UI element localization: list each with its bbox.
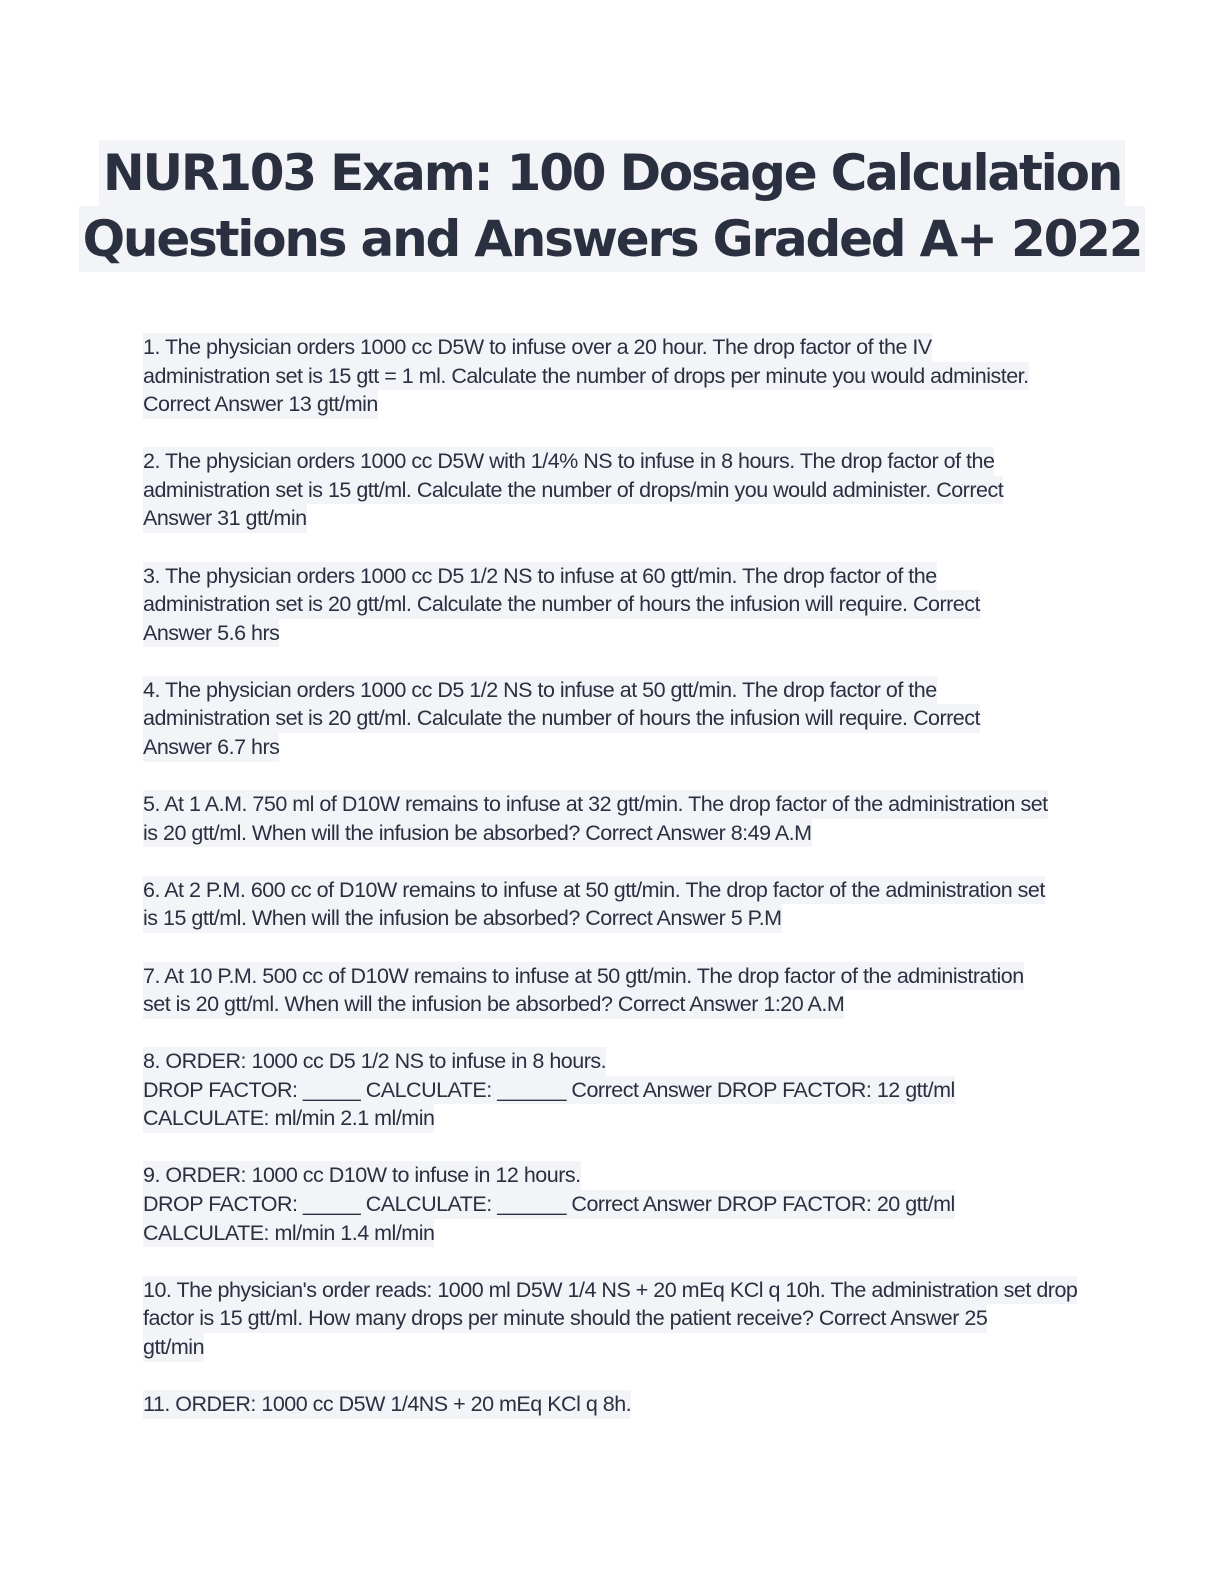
question-item [143, 1276, 1083, 1362]
question-text-line: 8. ORDER: 1000 cc D5 1/2 NS to infuse in 8 hours. [143, 1047, 606, 1076]
question-text-line: administration set is 15 gtt/ml. Calculate the number of drops/min you would administer. Correct [143, 476, 1003, 505]
question-text-line: factor is 15 gtt/ml. How many drops per minute should the patient receive? Correct Answer 25 [143, 1304, 987, 1333]
question-text-line: Correct Answer 13 gtt/min [143, 390, 378, 419]
question-text-line: administration set is 15 gtt = 1 ml. Calculate the number of drops per minute you would administer. [143, 362, 1029, 391]
question-item [143, 447, 1083, 533]
question-text-line: DROP FACTOR: _____ CALCULATE: ______ Correct Answer DROP FACTOR: 12 gtt/ml [143, 1076, 955, 1105]
question-item [143, 333, 1083, 419]
question-text-line: Answer 31 gtt/min [143, 504, 307, 533]
question-text-line: is 20 gtt/ml. When will the infusion be absorbed? Correct Answer 8:49 A.M [143, 819, 812, 848]
question-text-line: 1. The physician orders 1000 cc D5W to infuse over a 20 hour. The drop factor of the IV [143, 333, 932, 362]
question-text-line: gtt/min [143, 1333, 204, 1362]
question-text-line: 6. At 2 P.M. 600 cc of D10W remains to infuse at 50 gtt/min. The drop factor of the administration set [143, 876, 1045, 905]
question-text-line: 4. The physician orders 1000 cc D5 1/2 NS to infuse at 50 gtt/min. The drop factor of the [143, 676, 937, 705]
question-text-line: 9. ORDER: 1000 cc D10W to infuse in 12 hours. [143, 1161, 581, 1190]
question-text-line: 10. The physician's order reads: 1000 ml D5W 1/4 NS + 20 mEq KCl q 10h. The administration set drop [143, 1276, 1077, 1305]
question-item [143, 1390, 1083, 1419]
question-text-line: administration set is 20 gtt/ml. Calculate the number of hours the infusion will require. Correct [143, 704, 980, 733]
question-item [143, 676, 1083, 762]
question-text-line: CALCULATE: ml/min 2.1 ml/min [143, 1104, 434, 1133]
question-item [143, 562, 1083, 648]
question-item [143, 876, 1083, 933]
question-text-line: administration set is 20 gtt/ml. Calculate the number of hours the infusion will require. Correct [143, 590, 980, 619]
question-item [143, 1047, 1083, 1133]
question-text-line: 3. The physician orders 1000 cc D5 1/2 NS to infuse at 60 gtt/min. The drop factor of the [143, 562, 937, 591]
question-list [143, 333, 1083, 1447]
title-line-1: NUR103 Exam: 100 Dosage Calculation [99, 140, 1125, 206]
question-text-line: is 15 gtt/ml. When will the infusion be absorbed? Correct Answer 5 P.M [143, 904, 782, 933]
question-item [143, 962, 1083, 1019]
question-text-line: 5. At 1 A.M. 750 ml of D10W remains to infuse at 32 gtt/min. The drop factor of the administration set [143, 790, 1048, 819]
question-text-line: Answer 5.6 hrs [143, 619, 279, 648]
question-item [143, 1161, 1083, 1247]
document-title [0, 140, 1224, 272]
question-text-line: DROP FACTOR: _____ CALCULATE: ______ Correct Answer DROP FACTOR: 20 gtt/ml [143, 1190, 955, 1219]
title-line-2: Questions and Answers Graded A+ 2022 [79, 206, 1146, 272]
question-text-line: 2. The physician orders 1000 cc D5W with 1/4% NS to infuse in 8 hours. The drop factor of the [143, 447, 994, 476]
question-text-line: 7. At 10 P.M. 500 cc of D10W remains to infuse at 50 gtt/min. The drop factor of the administration [143, 962, 1024, 991]
question-text-line: set is 20 gtt/ml. When will the infusion be absorbed? Correct Answer 1:20 A.M [143, 990, 844, 1019]
question-text-line: Answer 6.7 hrs [143, 733, 279, 762]
question-text-line: CALCULATE: ml/min 1.4 ml/min [143, 1219, 434, 1248]
question-text-line: 11. ORDER: 1000 cc D5W 1/4NS + 20 mEq KCl q 8h. [143, 1390, 631, 1419]
question-item [143, 790, 1083, 847]
